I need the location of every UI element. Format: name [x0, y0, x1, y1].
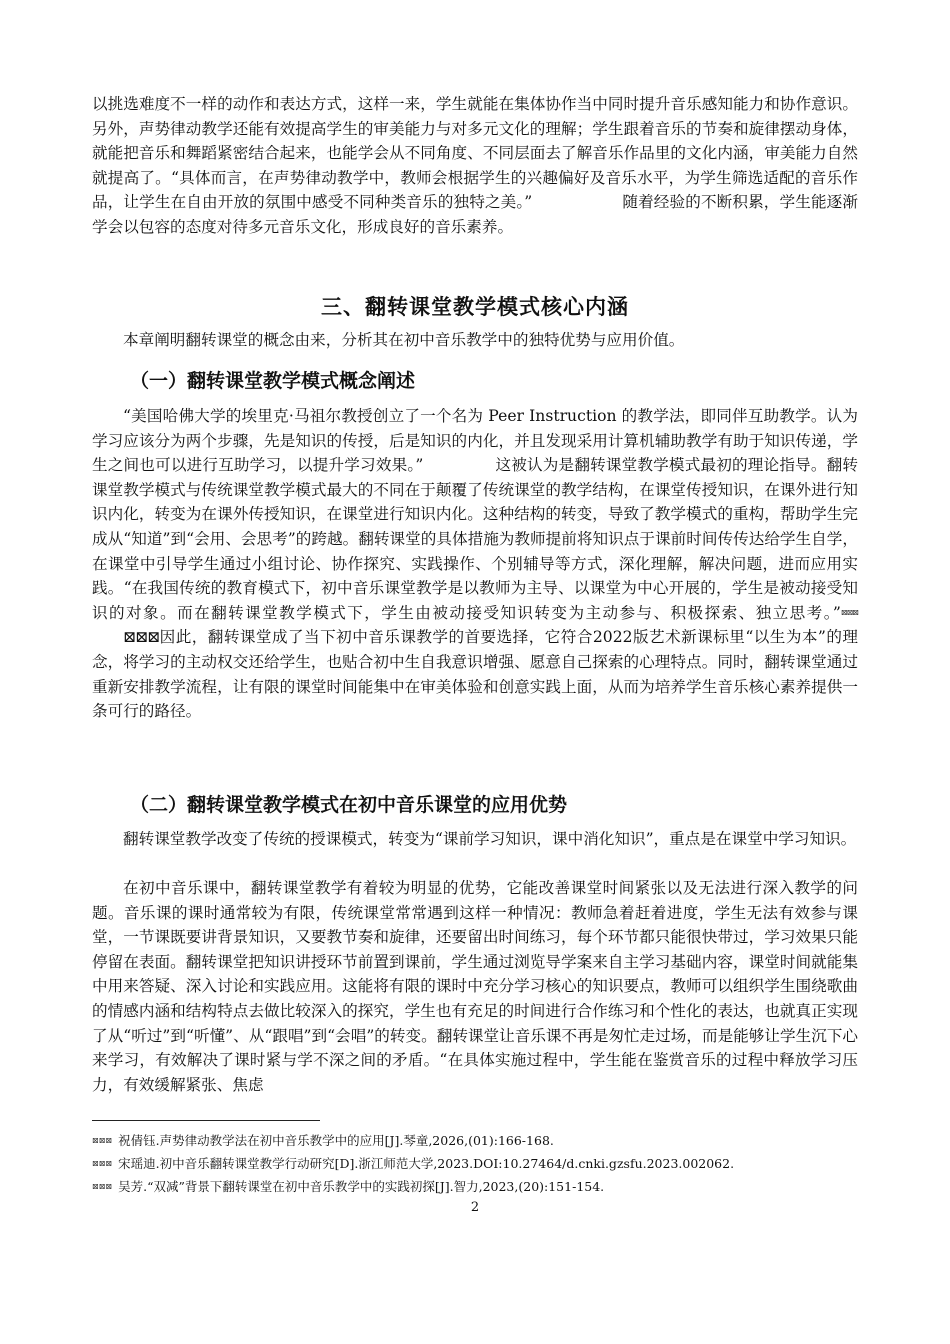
footnote-ref: ⊠⊠⊠ [840, 607, 858, 617]
footnote-mark: ⊠⊠⊠ [92, 1159, 113, 1168]
footnote [92, 1179, 872, 1195]
body-paragraph [92, 404, 858, 724]
footnote-mark: ⊠⊠⊠ [92, 1136, 113, 1145]
footnote-divider [92, 1120, 320, 1121]
footnote-text: 吴芳.“双减”背景下翻转课堂在初中音乐教学中的实践初探[J].智力,2023,(20):151-154. [118, 1179, 605, 1194]
footnote [92, 1156, 872, 1172]
footnote-mark: ⊠⊠⊠ [92, 1182, 113, 1191]
page-number: 2 [470, 1200, 480, 1215]
section-title: （二）翻转课堂教学模式在初中音乐课堂的应用优势 [130, 794, 568, 816]
footnote-text: 祝倩钰.声势律动教学法在初中音乐教学中的应用[J].琴童,2026,(01):166-168. [118, 1133, 554, 1148]
body-paragraph: 在初中音乐课中，翻转课堂教学有着较为明显的优势，它能改善课堂时间紧张以及无法进行深入教学的问题。音乐课的课时通常较为有限，传统课堂常常遇到这样一种情况：教师急着赶着进度，学生无法有效参与课堂，一节课既要讲背景知识，又要教节奏和旋律，还要留出时间练习，每个环节都只能很快带过，学习效果只能停留在表面。翻转课堂把知识讲授环节前置到课前，学生通过浏览导学案来自主学习基础内容，课堂时间就能集中用来答疑、深入讨论和实践应用。这能将有限的课时中充分学习核心的知识要点，教师可以组织学生围绕歌曲的情感内涵和结构特点去做比较深入的探究，学生也有充足的时间进行合作练习和个性化的表达，也就真正实现了从“听过”到“听懂”、从“跟唱”到“会唱”的转变。翻转课堂让音乐课不再是匆忙走过场，而是能够让学生沉下心来学习，有效解决了课时紧与学不深之间的矛盾。“在具体实施过程中，学生能在鉴赏音乐的过程中释放学习压力，有效缓解紧张、焦虑 [92, 879, 858, 1094]
paragraph-text: 随着经验的不断积累，学生能逐渐学会以包容的态度对待多元音乐文化，形成良好的音乐素养。 [92, 193, 858, 236]
paragraph-text: 这被认为是翻转课堂教学模式最初的理论指导。翻转课堂教学模式与传统课堂教学模式最大的不同在于颠覆了传统课堂的教学结构，在课堂传授知识，在课外进行知识内化，转变为在课外传授知识，在课堂进行知识内化。这种结构的转变，导致了教学模式的重构，帮助学生完成从“知道”到“会用、会思考”的跨越。翻转课堂的具体措施为教师提前将知识点于课前时间传传达给学生自学，在课堂中引导学生通过小组讨论、协作探究、实践操作、个别辅导等方式，深化理解，解决问题，进而应用实践。“在我国传统的教育模式下，初中音乐课堂教学是以教师为主导、以课堂为中心开展的，学生是被动接受知识的对象。而在翻转课堂教学模式下，学生由被动接受知识转变为主动参与、积极探索、独立思考。” [92, 456, 858, 622]
body-paragraph: 翻转课堂教学改变了传统的授课模式，转变为“课前学习知识，课中消化知识”，重点是在课堂中学习知识。 [123, 830, 857, 848]
body-paragraph [92, 92, 858, 240]
paragraph-text: 因此，翻转课堂成了当下初中音乐课教学的首要选择，它符合2022版艺术新课标里“以生为本”的理念，将学习的主动权交还给学生，也贴合初中生自我意识增强、愿意自己探索的心理特点。同时，翻转课堂通过重新安排教学流程，让有限的课堂时间能集中在审美体验和创意实践上面，从而为培养学生音乐核心素养提供一条可行的路径。 [92, 628, 858, 721]
chapter-intro: 本章阐明翻转课堂的概念由来，分析其在初中音乐教学中的独特优势与应用价值。 [123, 331, 685, 349]
footnote [92, 1133, 872, 1149]
citation-placeholder: ⊠⊠⊠ [123, 628, 160, 647]
chapter-title: 三、翻转课堂教学模式核心内涵 [321, 295, 629, 319]
footnote-text: 宋瑶迪.初中音乐翻转课堂教学行动研究[D].浙江师范大学,2023.DOI:10.27464/d.cnki.gzsfu.2023.002062. [118, 1156, 735, 1171]
section-title: （一）翻转课堂教学模式概念阐述 [130, 370, 416, 392]
paragraph-text: 以挑选难度不一样的动作和表达方式，这样一来，学生就能在集体协作当中同时提升音乐感知能力和协作意识。另外，声势律动教学还能有效提高学生的审美能力与对多元文化的理解；学生跟着音乐的节奏和旋律摆动身体，就能把音乐和舞蹈紧密结合起来，也能学会从不同角度、不同层面去了解音乐作品里的文化内涵，审美能力自然就提高了。“具体而言，在声势律动教学中，教师会根据学生的兴趣偏好及音乐水平，为学生筛选适配的音乐作品，让学生在自由开放的氛围中感受不同种类音乐的独特之美。” [92, 95, 858, 212]
paragraph-text: “美国哈佛大学的埃里克·马祖尔教授创立了一个名为 Peer Instruction 的教学法，即同伴互助教学。认为学习应该分为两个步骤，先是知识的传授，后是知识的内化，并且发现采用计算机辅助教学有助于知识传递，学生之间也可以进行互助学习，以提升学习效果。” [92, 407, 858, 475]
